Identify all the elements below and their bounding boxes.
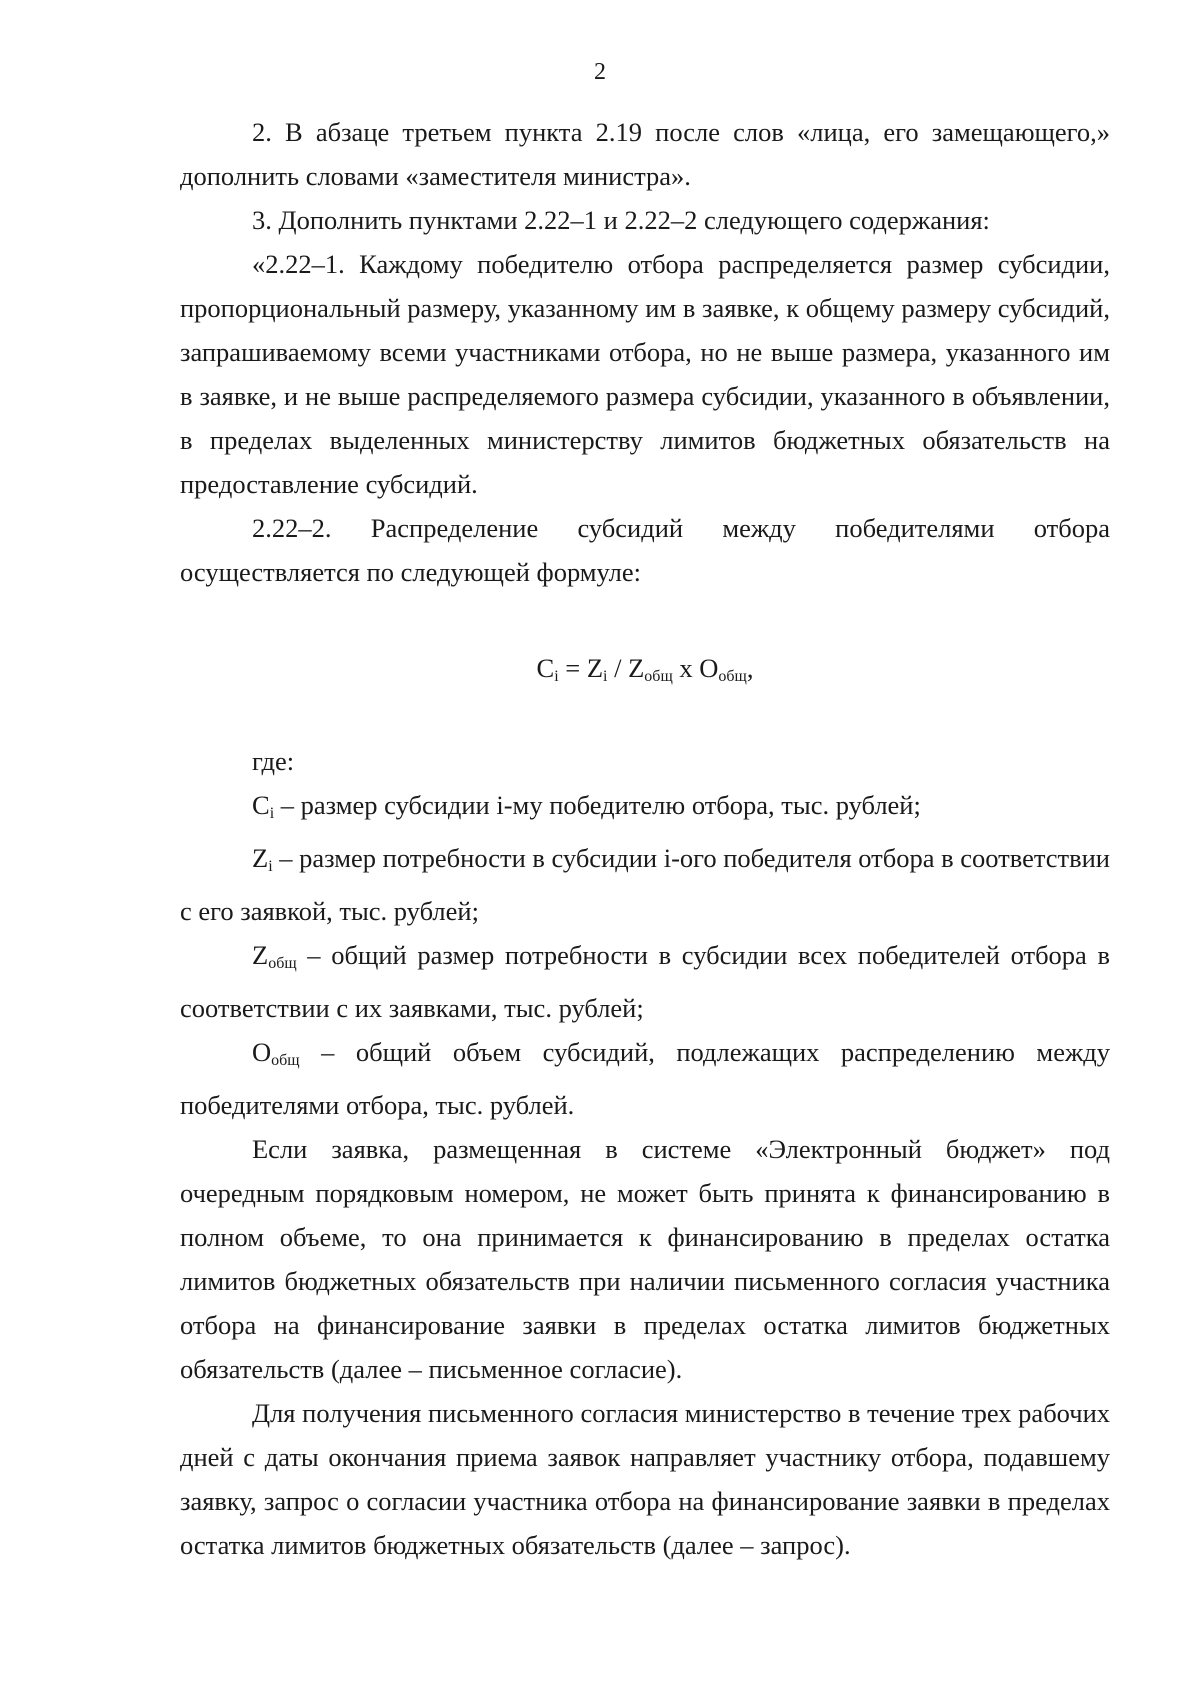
paragraph-amendment-2: 2. В абзаце третьем пункта 2.19 после слов «лица, его замещающего,» дополнить словами «заместителя министра». [180,117,1110,191]
definition-c [180,783,1110,836]
symbol-oobsh-sub: общ [271,1052,300,1069]
symbol-zobsh: Z [252,940,269,970]
formula-times: x [672,653,700,683]
formula-div: / [607,653,629,683]
paragraph-amendment-3: 3. Дополнить пунктами 2.22–1 и 2.22–2 следующего содержания: [252,205,990,235]
symbol-z-sub: i [268,858,273,875]
where-label: где: [252,746,295,776]
document-body [180,110,1110,1567]
symbol-zobsh-sub: общ [268,955,297,972]
definition-zobsh-text: – общий размер потребности в субсидии всех победителей отбора в соответствии с их заявками, тыс. рублей; [180,940,1110,1023]
symbol-oobsh: O [252,1037,272,1067]
formula-o: O [699,653,719,683]
symbol-z: Z [252,843,269,873]
formula-eq: = [558,653,587,683]
formula-end: , [746,653,754,683]
definition-zobsh [180,933,1110,1030]
formula-c: C [536,653,555,683]
symbol-c-sub: i [269,805,275,822]
distribution-formula [180,646,1110,699]
definition-oobsh-text: – общий объем субсидий, подлежащих распределению между победителями отбора, тыс. рублей. [180,1037,1110,1120]
paragraph-consent-request: Для получения письменного согласия министерство в течение трех рабочих дней с даты окончания приема заявок направляет участнику отбора, подавшему заявку, запрос о согласии участника отбора на финансирование заявки в пределах остатка лимитов бюджетных обязательств (далее – запрос). [180,1398,1110,1560]
formula-z2-sub: общ [644,668,673,685]
formula-z-sub: i [603,668,608,685]
paragraph-2-22-2: 2.22–2. Распределение субсидий между победителями отбора осуществляется по следующей формуле: [180,513,1110,587]
symbol-c: C [252,790,270,820]
formula-c-sub: i [554,668,559,685]
formula-z2: Z [628,653,645,683]
definition-c-text: – размер субсидии i-му победителю отбора, тыс. рублей; [274,790,921,820]
paragraph-2-22-1: «2.22–1. Каждому победителю отбора распределяется размер субсидии, пропорциональный размеру, указанному им в заявке, к общему размеру субсидий, запрашиваемому всеми участниками отбора, но не выше размера, указанного им в заявке, и не выше распределяемого размера субсидии, указанного в объявлении, в пределах выделенных министерству лимитов бюджетных обязательств на предоставление субсидий. [180,249,1110,499]
page-number: 2 [594,59,606,85]
definition-oobsh [180,1030,1110,1127]
formula-o-sub: общ [718,668,747,685]
paragraph-partial-financing: Если заявка, размещенная в системе «Электронный бюджет» под очередным порядковым номером, не может быть принята к финансированию в полном объеме, то она принимается к финансированию в пределах остатка лимитов бюджетных обязательств при наличии письменного согласия участника отбора на финансирование заявки в пределах остатка лимитов бюджетных обязательств (далее – письменное согласие). [180,1134,1110,1384]
formula-z: Z [586,653,604,683]
definition-z-text: – размер потребности в субсидии i-ого победителя отбора в соответствии с его заявкой, тыс. рублей; [180,843,1110,926]
definition-z [180,836,1110,933]
